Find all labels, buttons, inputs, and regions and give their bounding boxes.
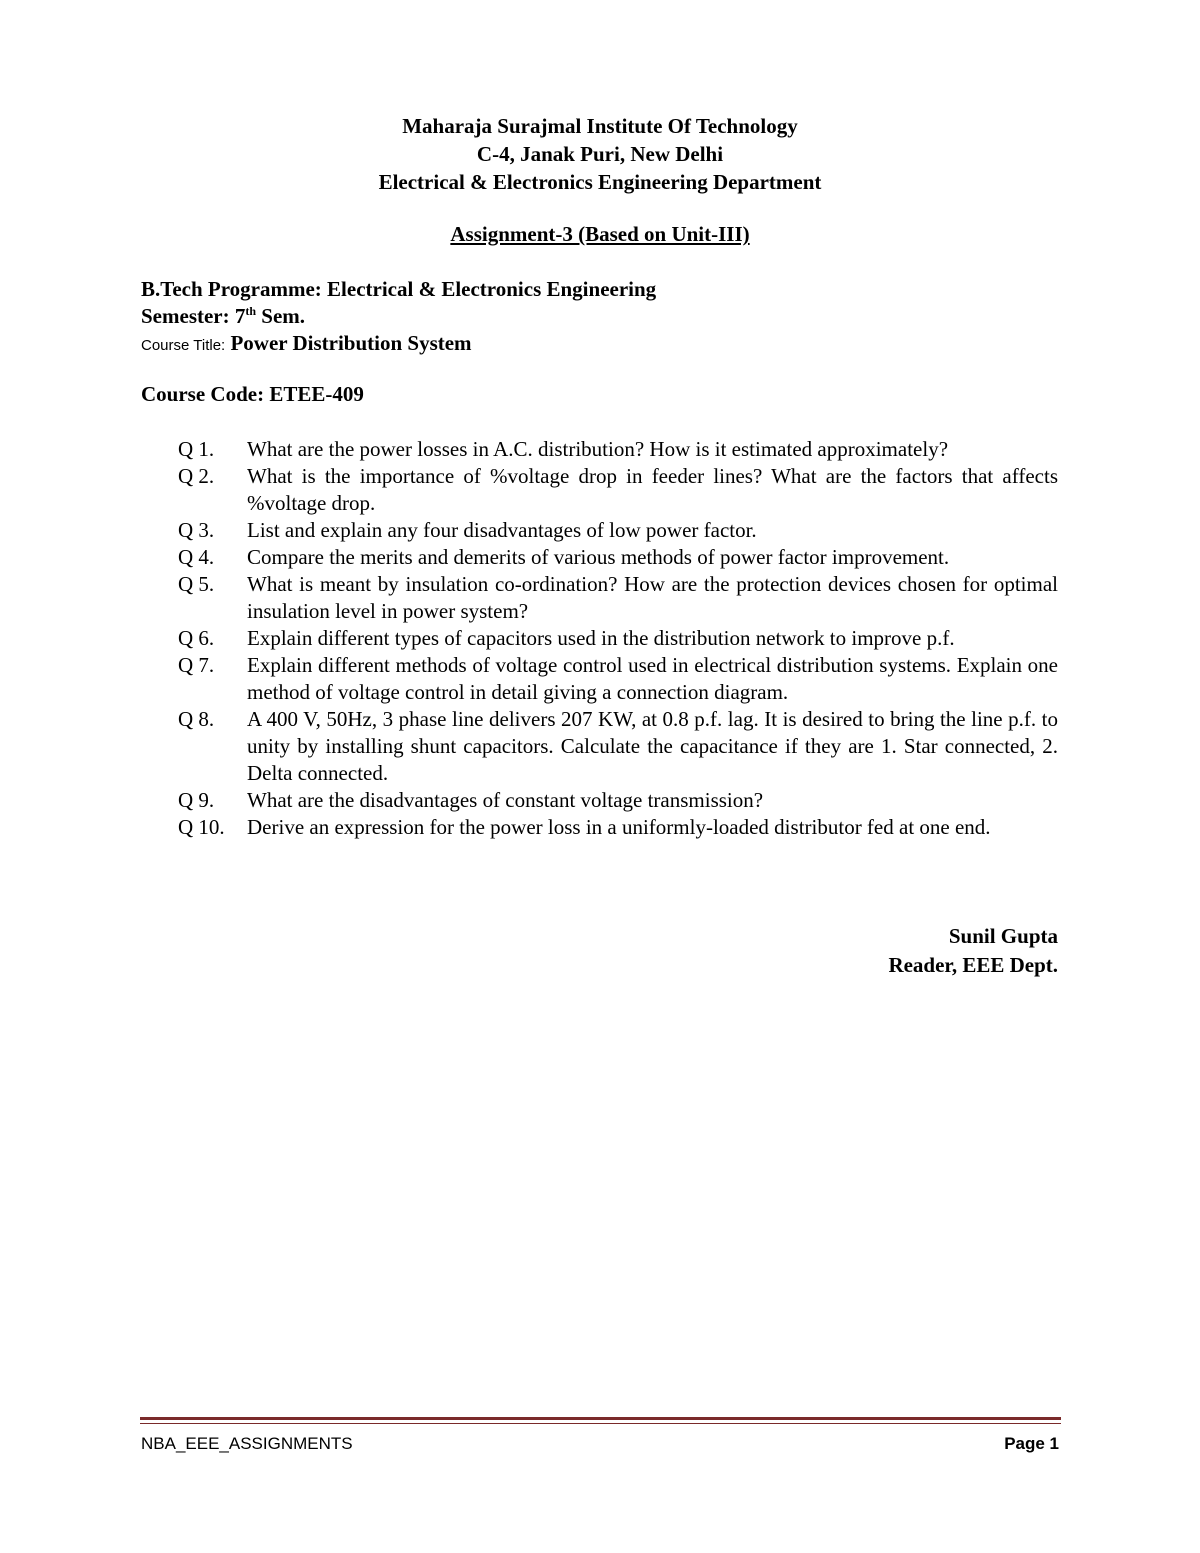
question-text: Explain different types of capacitors used in the distribution network to improve p.f. [247, 626, 955, 650]
assignment-title: Assignment-3 (Based on Unit-III) [450, 222, 750, 246]
institute-name: Maharaja Surajmal Institute Of Technology [402, 114, 798, 138]
department-name: Electrical & Electronics Engineering Department [378, 170, 822, 194]
question-text: Derive an expression for the power loss in a uniformly-loaded distributor fed at one end. [247, 815, 991, 839]
semester-label: Semester: 7 [141, 304, 246, 328]
footer-divider-thin [140, 1423, 1061, 1424]
signatory-name: Sunil Gupta [948, 924, 1058, 948]
footer-document-name: NBA_EEE_ASSIGNMENTS [141, 1434, 353, 1453]
course-title-label: Course Title: [141, 337, 226, 354]
signature-block [888, 922, 1058, 980]
question-number: Q 6. [178, 626, 215, 650]
programme-line: B.Tech Programme: Electrical & Electronics Engineering [141, 277, 657, 301]
question-text: What is the importance of %voltage drop in feeder lines? What are the factors that affects %voltage drop. [247, 464, 1058, 515]
course-title-line [141, 331, 472, 356]
question-text: What are the disadvantages of constant voltage transmission? [247, 788, 764, 812]
question-item [178, 544, 1058, 571]
question-item [178, 706, 1058, 787]
question-text: What are the power losses in A.C. distribution? How is it estimated approximately? [247, 437, 949, 461]
question-item [178, 814, 1058, 841]
question-text: List and explain any four disadvantages of low power factor. [247, 518, 757, 542]
question-item [178, 463, 1058, 517]
question-item [178, 652, 1058, 706]
semester-superscript: th [245, 304, 257, 318]
semester-suffix: Sem. [256, 304, 306, 328]
question-text: Explain different methods of voltage control used in electrical distribution systems. Explain one method of voltage control in detail giving a connection diagram. [247, 653, 1058, 704]
course-code-line: Course Code: ETEE-409 [141, 382, 364, 406]
document-header [0, 112, 1200, 196]
footer-divider [140, 1417, 1061, 1420]
question-item [178, 517, 1058, 544]
question-text: Compare the merits and demerits of various methods of power factor improvement. [247, 545, 950, 569]
question-item [178, 625, 1058, 652]
question-number: Q 7. [178, 653, 215, 677]
signatory-designation: Reader, EEE Dept. [888, 953, 1058, 977]
question-item [178, 571, 1058, 625]
course-title-value: Power Distribution System [230, 331, 472, 355]
institute-address: C-4, Janak Puri, New Delhi [476, 142, 724, 166]
question-number: Q 10. [178, 815, 225, 839]
question-number: Q 4. [178, 545, 215, 569]
question-item [178, 436, 1058, 463]
footer-page-number: Page 1 [1004, 1434, 1059, 1453]
question-text: A 400 V, 50Hz, 3 phase line delivers 207 KW, at 0.8 p.f. lag. It is desired to bring the line p.f. to unity by installing shunt capacitors. Calculate the capacitance if they are 1. Star connected, 2. Delta connected. [247, 707, 1058, 785]
question-number: Q 5. [178, 572, 215, 596]
question-text: What is meant by insulation co-ordination? How are the protection devices chosen for optimal insulation level in power system? [247, 572, 1058, 623]
question-number: Q 3. [178, 518, 215, 542]
question-number: Q 2. [178, 464, 215, 488]
question-number: Q 8. [178, 707, 215, 731]
question-number: Q 1. [178, 437, 215, 461]
question-item [178, 787, 1058, 814]
question-number: Q 9. [178, 788, 215, 812]
semester-line [141, 304, 305, 329]
question-list [178, 436, 1058, 841]
